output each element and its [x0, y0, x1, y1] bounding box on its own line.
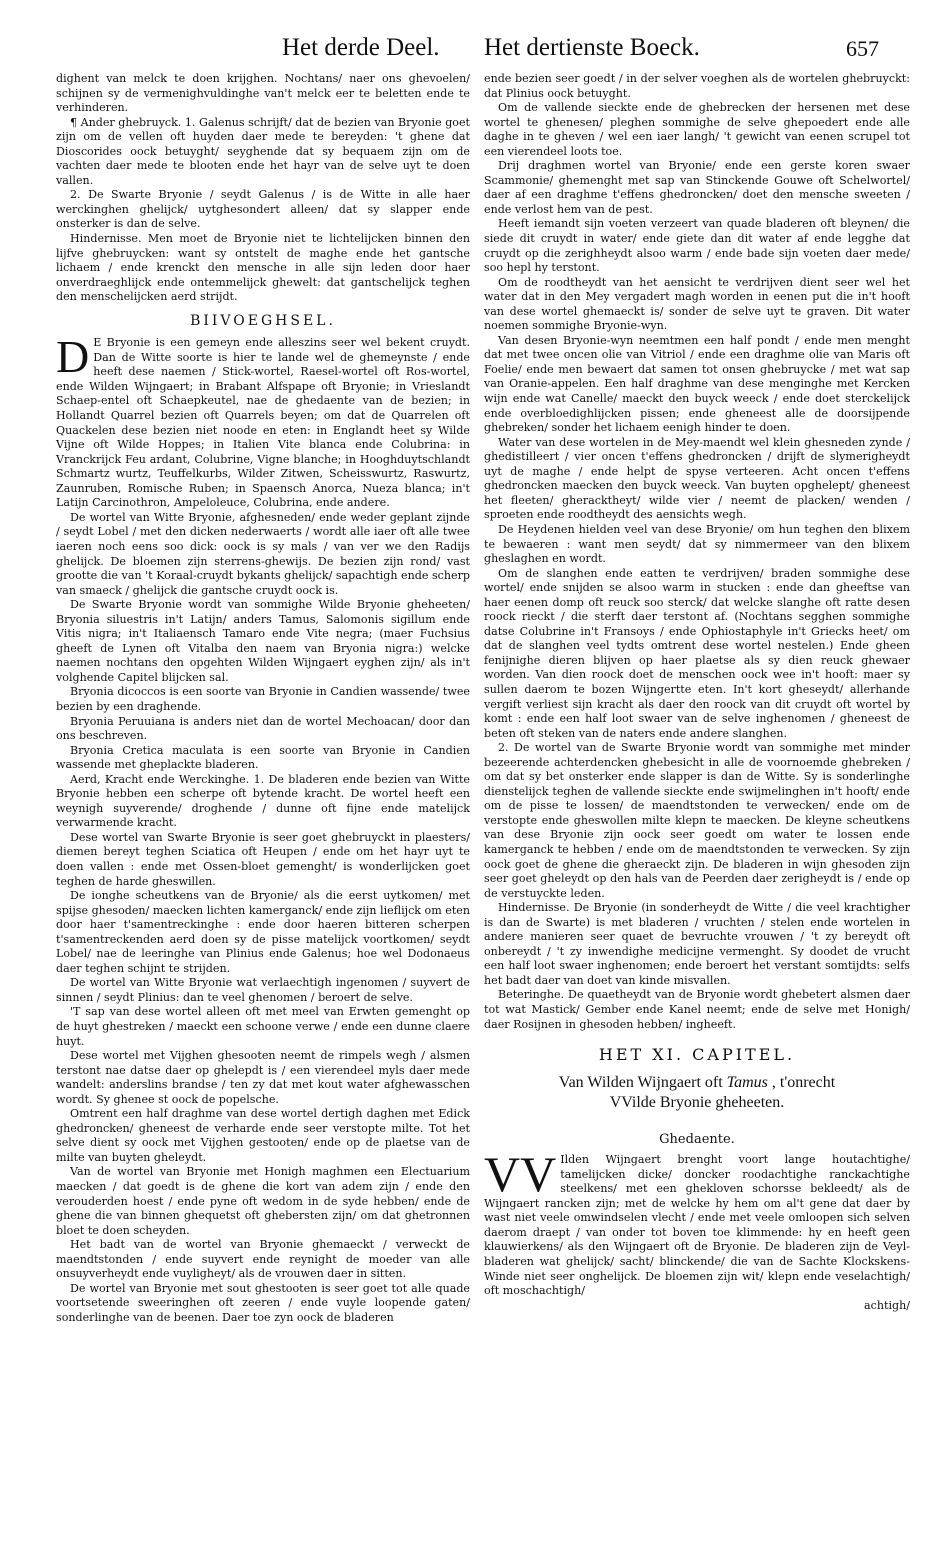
paragraph: Van de wortel van Bryonie met Honigh maghmen een Electuarium maecken / dat goedt is de ghene die kort van adem zijn / ende den verouderden hoest / ende pyne oft wedom in de syde hebben/ ende de ghene die van binnen ghequetst oft ghebersten zijn/ om dat ghetronnen bloet te doen scheyden. [56, 1165, 470, 1237]
chapter-title [484, 1073, 910, 1113]
paragraph: Omtrent een half draghme van dese wortel dertigh daghen met Edick ghedroncken/ gheneest de verharde ende seer verstopte milte. Tot het selve dient sy oock met Vijghen gestooten/ ende op de plaetse van de milte van buyten gheleydt. [56, 1107, 470, 1164]
paragraph: ¶ Ander ghebruyck. 1. Galenus schrijft/ dat de bezien van Bryonie goet zijn om de vellen oft huyden daer mede te bereyden: 't ghene dat Dioscorides oock betuyght/ seyghende dat sy bequaem zijn om de vachten daer mede te blooten ende het hayr van de selve uyt te doen vallen. [56, 115, 470, 187]
paragraph: Van desen Bryonie-wyn neemtmen een half pondt / ende men menght dat met twee oncen olie van Vitriol / ende een draghme olie van Maris oft Foelie/ ende men bewaert dat samen tot onsen ghebruycke / met wat sap van Oranie-appelen. Een half draghme van dese menginghe met Kercken wijn ende wat Canelle/ maeckt den buyck weeck / ende doet sterckelijck ende overbloedighlijcken pissen; ende gheneest alle de doorsijpende ghebreken/ sonder het lichaem eenigh hinder te doen. [484, 333, 910, 435]
paragraph: Bryonia Peruuiana is anders niet dan de wortel Mechoacan/ door dan ons beschreven. [56, 714, 470, 743]
paragraph: 2. De Swarte Bryonie / seydt Galenus / is de Witte in alle haer werckinghen ghelijck/ uytghesondert alleen/ dat sy slapper ende onsterker is dan de selve. [56, 188, 470, 231]
paragraph: 'T sap van dese wortel alleen oft met meel van Erwten gemenght op de huyt ghestreken / maeckt een schoone verwe / ende een dunne claere huyt. [56, 1005, 470, 1048]
paragraph: Dese wortel met Vijghen ghesooten neemt de rimpels wegh / alsmen terstont nae datse daer op ghelepdt is / een vierendeel myls daer mede wandelt: anderslins brandse / ten zy dat met kout water afghewasschen wordt. Sy ghenee st oock de popelsche. [56, 1049, 470, 1106]
paragraph: Aerd, Kracht ende Werckinghe. 1. De bladeren ende bezien van Witte Bryonie hebben een scherpe oft bytende kracht. De wortel heeft een weynigh suyverende/ droghende / dunne oft fijne ende matelijck verwarmende kracht. [56, 772, 470, 830]
running-header [0, 34, 950, 74]
paragraph: Het badt van de wortel van Bryonie ghemaeckt / verweckt de maendtstonden / ende suyvert ende reynight de moeder van alle onsuyverheydt ende vuyligheyt/ als de vrouwen daer in sitten. [56, 1238, 470, 1281]
paragraph [56, 331, 470, 511]
paragraph: Beteringhe. De quaetheydt van de Bryonie wordt ghebetert alsmen daer tot wat Mastick/ Gember ende Kanel neemt; ende de selve met Honigh/ daer Rosijnen in ghesoden hebben/ ingheeft. [484, 988, 910, 1031]
drop-capital: D [56, 331, 90, 383]
paragraph: Hindernisse. De Bryonie (in sonderheydt de Witte / die veel krachtigher is dan de Swarte) is met bladeren / vruchten / stelen ende wortelen in andere manieren seer quaet de bevruchte vrouwen / 't zy bereydt oft onbereydt / 't zy inwendighe medicijne vermenght. Sy doodet de vrucht een half loot swaer inghenomen; ende beroert het verstant somtijdts: selfs het badt daer van doet van kinde misvallen. [484, 901, 910, 987]
right-column [484, 72, 910, 1313]
subheading: Ghedaente. [659, 1131, 735, 1147]
catchword: achtigh/ [864, 1298, 910, 1312]
paragraph: De wortel van Witte Bryonie wat verlaechtigh ingenomen / suyvert de sinnen / seydt Plinius: dan te veel ghenomen / beroert de selve. [56, 976, 470, 1004]
drop-capital: VV [484, 1146, 557, 1203]
chapter-title-italic: Tamus [726, 1073, 768, 1091]
paragraph-text: E Bryonie is een gemeyn ende alleszins seer wel bekent cruydt. Dan de Witte soorte is hier te lande wel de ghemeynste / ende heeft dese naemen / Stick-wortel, Raesel-wortel oft Ros-wortel, ende Wilden Wijngaert; in Brabant Alfspape oft Bryonie; in Vrieslandt Schaep-entel oft Schaepkeutel, nae de ghedaente van de bezien; in Hollandt Quarrel bezien oft Quarrels beyen; om dat de Quarrelen oft Quackelen dese bezien niet noode en eten: in Englandt heet sy Wilde Vijne oft Wilde Hoppes; in Italien Vite blanca ende Colubrina: in Vranckrijck Feu ardant, Colubrine, Vigne blanche; in Hooghduytschlandt Schmartz wurtz, Teuffelkurbs, Wilder Zitwen, Scheisswurtz, Raswurtz, Zaunruben, Romische Ruben; in Spaensch Anorca, Nueza blanca; in't Latijn Carcinothron, Ampeloleuce, Colubrina, ende andere. [56, 336, 470, 510]
paragraph: De Swarte Bryonie wordt van sommighe Wilde Bryonie gheheeten/ Bryonia siluestris in't Latijn/ anders Tamus, Salomonis sigillum ende Vitis nigra; in't Italiaensch Tamaro ende Vite negra; (maer Fuchsius gheeft de Lynen oft Vitalba den naem van Bryonia nigra:) welcke naemen nochtans den opgehten Wilden Wijngaert eyghen zijn/ als in't volghende Capitel blijcken sal. [56, 598, 470, 684]
paragraph: De wortel van Witte Bryonie, afghesneden/ ende weder geplant zijnde / seydt Lobel / met den dicken nederwaerts / wordt alle iaer oft alle twee iaeren noch eens soo dick: oock is sy mals / van ver we den Radijs ghelijck. De bloemen zijn sterrens-ghewijs. De bezien zijn rond/ vast grootte die van 't Koraal-cruydt bykants ghelijck/ sapachtigh ende scherp van smaeck / ghelijck die gantsche cruydt oock is. [56, 510, 470, 597]
paragraph: De wortel van Bryonie met sout ghestooten is seer goet tot alle quade voortsetende sweeringhen oft zeeren / ende vuyle loopende gaten/ sonderlinghe van de beenen. Daer toe zyn oock de bladeren [56, 1281, 470, 1324]
paragraph: Dese wortel van Swarte Bryonie is seer goet ghebruyckt in plaesters/ diemen bereyt teghen Sciatica oft Heupen / ende om het hayr uyt te doen vallen : ende met Ossen-bloet gemenght/ is wonderlijcken goet teghen de harde gheswillen. [56, 830, 470, 888]
paragraph: dighent van melck te doen krijghen. Nochtans/ naer ons ghevoelen/ schijnen sy de vermenighvuldinghe van't melck eer te beletten ende te verhinderen. [56, 72, 470, 115]
paragraph: Om de slanghen ende eatten te verdrijven/ braden sommighe dese wortel/ ende snijden se alsoo warm in stucken : ende dan gheeftse van haer eenen domp oft reuck soo sterck/ dat welcke slanghe oft ratte desen roock rieckt / die sterft daer terstont af. (Nochtans segghen sommighe datse Colubrine in't Fransoys / ende Ophiostaphyle in't Griecks heet/ om dat de slanghen veel tydts omtrent dese wortel nestelen.) Ende gheen fenijnighe dieren blijven op haer plaetse als sy dien reuck ghewaer worden. Van dien roock doet de menschen oock wee in't hooft: maer sy sullen daerom te bozen Wijngertte eten. In't kort gheseydt/ allerhande vergift verliest sijn kracht als daer den roock van dit cruydt oft wortel by komt : ende een half loot swaer van de selve inghenomen / gheneest de beten oft steken van de naters ende andere slanghen. [484, 566, 910, 740]
chapter-heading: HET XI. CAPITEL. [598, 1045, 796, 1065]
chapter-title-line2: VVilde Bryonie gheheeten. [609, 1093, 785, 1111]
paragraph: Om de roodtheydt van het aensicht te verdrijven dient seer wel het water dat in den Mey vergadert magh worden in eenen put die in't hooft van dese wortel ghemaeckt is/ sonder de selve uyt te graven. Dit water noemen sommighe Bryonie-wyn. [484, 275, 910, 333]
page-number: 657 [846, 36, 879, 61]
header-book: Het dertienste Boeck. [484, 34, 700, 61]
paragraph: Hindernisse. Men moet de Bryonie niet te lichtelijcken binnen den lijfve ghebruycken: want sy ontstelt de maghe ende het gantsche lichaem / ende krenckt den mensche in alle sijn leden door haer onverdraeghlijck ende ontemmelijck ghewelt: dat gantschelijck teghen den menschelijcken aerd strijdt. [56, 232, 470, 304]
header-part: Het derde Deel. [282, 34, 440, 61]
paragraph: ende bezien seer goedt / in der selver voeghen als de wortelen ghebruyckt: dat Plinius oock betuyght. [484, 72, 910, 100]
chapter-title-part: , t'onrecht [767, 1073, 836, 1091]
paragraph: 2. De wortel van de Swarte Bryonie wordt van sommighe met minder bezeerende achterdencken ghebesicht in alle de voornoemde ghebreken / om dat sy bet onsterker ende slapper is dan de Witte. Sy is sonderlinghe dienstelijck teghen de vallende sieckte ende swijmelinghen in't hooft/ ende om de pisse te lossen/ de maendtstonden te verwecken/ ende om de verstopte ende gheswollen milte klepn te maecken. De kleyne scheutkens van dese Bryonie zijn oock seer goedt om water te lossen ende kamerganck te hebben / ende om de maendtstonden te verwecken. Sy zijn oock goet de ghene die gheraeckt zijn. De bladeren in wijn ghesoden zijn seer goet gheleydt op den hals van de Peerden daer zerigheydt is / ende op de verstuyckte leden. [484, 741, 910, 900]
paragraph: Om de vallende sieckte ende de ghebrecken der hersenen met dese wortel te ghenesen/ pleghen sommighe de selve ghepoedert ende alle daghe in te gheven / wel een iaer langh/ 't gewicht van eenen scrupel tot een vierendeel loots toe. [484, 101, 910, 158]
paragraph: Water van dese wortelen in de Mey-maendt wel klein ghesneden zynde / ghedistilleert / vier oncen t'effens ghedroncken / drijft de slymerigheydt uyt de maghe / ende helpt de spyse verteeren. Acht oncen t'effens ghedroncken maecken den buyck weeck. Van buyten opghelept/ gheneest het fleeten/ gheracktheyt/ wilde vier / neemt de placken/ wenden / sproeten ende roodtheydt des aensichts wegh. [484, 435, 910, 522]
paragraph: De Heydenen hielden veel van dese Bryonie/ om hun teghen den blixem te bewaeren : want men seydt/ dat sy nimmermeer van den blixem gheslaghen en wordt. [484, 522, 910, 566]
paragraph: Bryonia dicoccos is een soorte van Bryonie in Candien wassende/ twee bezien by een draghende. [56, 685, 470, 713]
paragraph-text: Ilden Wijngaert brenght voort lange houtachtighe/ tamelijcken dicke/ doncker roodachtighe ranckachtighe steelkens/ met een ghekloven schorsse bekleedt/ als de Wijngaert rancken zijn; met de welcke hy hem om al't gene dat daer by wast niet veele omwindselen vlecht / ende met veele omloopen sich selven daerom draept / van onder tot boven toe klimmende: hy en heeft geen klauwierkens/ als den Wijngaert oft de Bryonie. De bladeren zijn de Veyl-bladeren wat ghelijck/ sacht/ blinckende/ die van de Sachte Klockskens-Winde niet seer onghelijck. De bloemen zijn wit/ klepn ende veselachtigh/ oft moschachtigh/ [484, 1153, 910, 1298]
section-heading: BIIVOEGHSEL. [190, 312, 336, 329]
paragraph: Heeft iemandt sijn voeten verzeert van quade bladeren oft bleynen/ die siede dit cruydt in water/ ende giete dan dit water af ende legghe dat cruydt op die zerighheydt alsoo warm / ende bade sijn voeten daer mede/ soo hepl hy terstont. [484, 217, 910, 275]
left-column [56, 72, 470, 1325]
paragraph: De ionghe scheutkens van de Bryonie/ als die eerst uytkomen/ met spijse ghesoden/ maecken lichten kamerganck/ ende zijn lieflijck om eten door haer t'samentreckinghe : ende door haeren bitteren scherpen t'samentreckenden aerd doen sy de pisse matelijck voortkomen/ seydt Lobel/ nae de leeringhe van Plinius ende Galenus; hoe wel Dodonaeus daer teghen schijnt te strijden. [56, 889, 471, 975]
chapter-title-part: Van Wilden Wijngaert oft [558, 1073, 727, 1091]
paragraph [484, 1146, 910, 1298]
paragraph: Drij draghmen wortel van Bryonie/ ende een gerste koren swaer Scammonie/ ghemenght met sap van Stinckende Gouwe oft Schelwortel/ daer af een draghme t'effens ghedroncken/ doet den mensche sweeten / ende verlost hem van de pest. [484, 159, 910, 216]
paragraph: Bryonia Cretica maculata is een soorte van Bryonie in Candien wassende met gheplackte bladeren. [56, 743, 470, 772]
